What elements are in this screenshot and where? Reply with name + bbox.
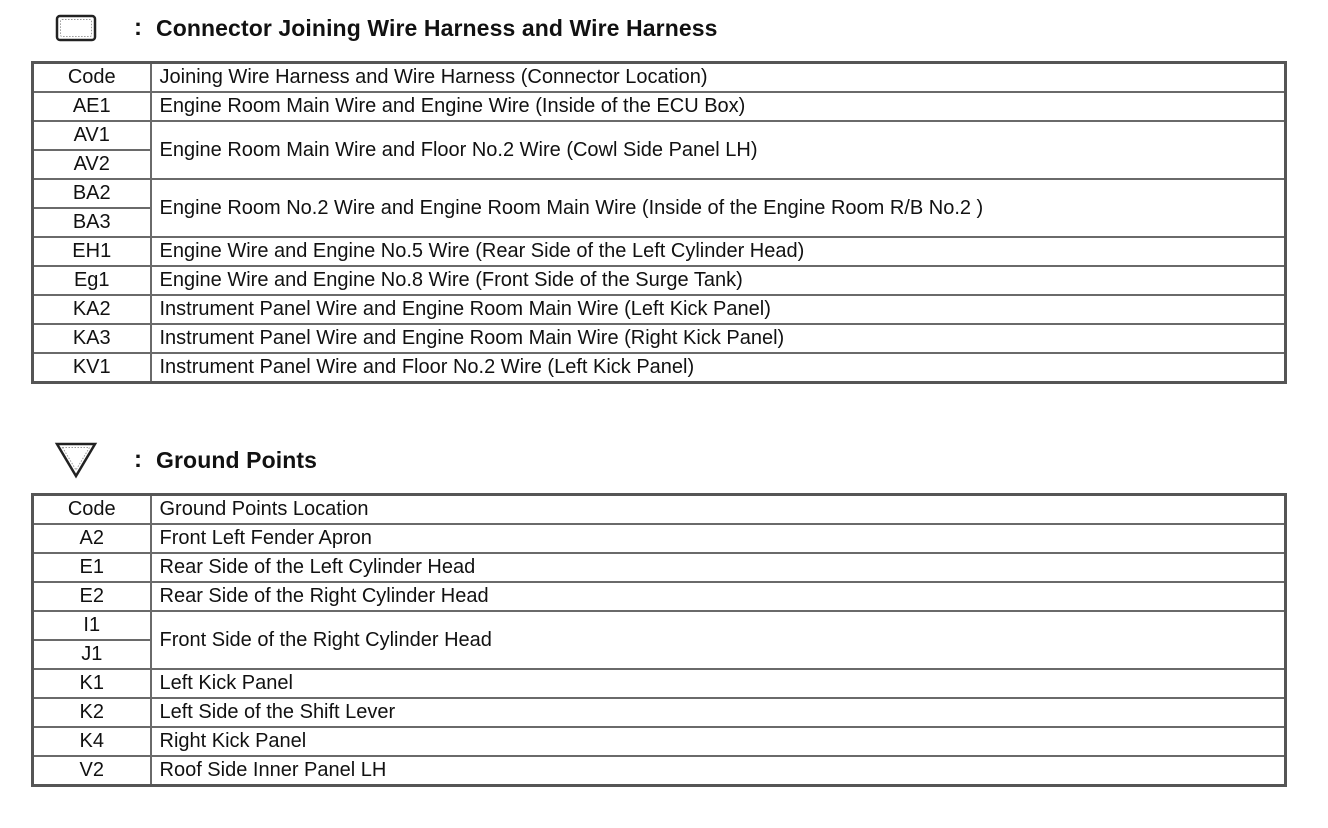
code-cell: I1 <box>33 611 151 640</box>
description-cell: Instrument Panel Wire and Engine Room Main Wire (Left Kick Panel) <box>151 295 1286 324</box>
code-cell: KA3 <box>33 324 151 353</box>
description-cell: Engine Room No.2 Wire and Engine Room Main Wire (Inside of the Engine Room R/B No.2 ) <box>151 179 1286 237</box>
table-row <box>33 237 1286 266</box>
code-cell: KV1 <box>33 353 151 383</box>
table-row <box>33 524 1286 553</box>
ground-table <box>31 493 1287 787</box>
table-row <box>33 582 1286 611</box>
table-row <box>33 92 1286 121</box>
inverted-triangle-symbol-icon <box>54 444 98 476</box>
code-cell: K1 <box>33 669 151 698</box>
description-cell: Front Side of the Right Cylinder Head <box>151 611 1286 669</box>
ground-section-heading <box>54 440 1054 480</box>
table-row <box>33 353 1286 383</box>
code-cell: AE1 <box>33 92 151 121</box>
code-cell: A2 <box>33 524 151 553</box>
description-cell: Right Kick Panel <box>151 727 1286 756</box>
table-row <box>33 179 1286 208</box>
description-header: Ground Points Location <box>151 495 1286 525</box>
connector-section-heading <box>54 8 1054 48</box>
table-row <box>33 121 1286 150</box>
code-header: Code <box>33 63 151 93</box>
ground-colon: : <box>134 446 142 473</box>
table-row <box>33 727 1286 756</box>
rounded-rectangle-symbol-icon <box>54 12 98 44</box>
table-row <box>33 324 1286 353</box>
table-row <box>33 553 1286 582</box>
code-cell: K2 <box>33 698 151 727</box>
description-header: Joining Wire Harness and Wire Harness (Connector Location) <box>151 63 1286 93</box>
description-cell: Instrument Panel Wire and Floor No.2 Wire (Left Kick Panel) <box>151 353 1286 383</box>
code-cell: AV2 <box>33 150 151 179</box>
description-cell: Roof Side Inner Panel LH <box>151 756 1286 786</box>
code-cell: KA2 <box>33 295 151 324</box>
code-cell: BA3 <box>33 208 151 237</box>
table-row <box>33 295 1286 324</box>
connector-colon: : <box>134 14 142 41</box>
code-cell: E1 <box>33 553 151 582</box>
table-row <box>33 756 1286 786</box>
code-header: Code <box>33 495 151 525</box>
code-cell: AV1 <box>33 121 151 150</box>
description-cell: Left Kick Panel <box>151 669 1286 698</box>
table-row <box>33 698 1286 727</box>
description-cell: Engine Room Main Wire and Floor No.2 Wire (Cowl Side Panel LH) <box>151 121 1286 179</box>
description-cell: Left Side of the Shift Lever <box>151 698 1286 727</box>
code-cell: J1 <box>33 640 151 669</box>
code-cell: EH1 <box>33 237 151 266</box>
description-cell: Rear Side of the Right Cylinder Head <box>151 582 1286 611</box>
table-header-row <box>33 495 1286 525</box>
code-cell: E2 <box>33 582 151 611</box>
table-row <box>33 611 1286 640</box>
description-cell: Instrument Panel Wire and Engine Room Main Wire (Right Kick Panel) <box>151 324 1286 353</box>
description-cell: Front Left Fender Apron <box>151 524 1286 553</box>
description-cell: Engine Wire and Engine No.5 Wire (Rear Side of the Left Cylinder Head) <box>151 237 1286 266</box>
description-cell: Engine Wire and Engine No.8 Wire (Front Side of the Surge Tank) <box>151 266 1286 295</box>
code-cell: Eg1 <box>33 266 151 295</box>
table-header-row <box>33 63 1286 93</box>
description-cell: Engine Room Main Wire and Engine Wire (Inside of the ECU Box) <box>151 92 1286 121</box>
table-row <box>33 669 1286 698</box>
code-cell: V2 <box>33 756 151 786</box>
connector-section-title: Connector Joining Wire Harness and Wire Harness <box>156 14 718 41</box>
ground-section-title: Ground Points <box>156 446 318 473</box>
code-cell: K4 <box>33 727 151 756</box>
code-cell: BA2 <box>33 179 151 208</box>
table-row <box>33 266 1286 295</box>
connector-table <box>31 61 1287 384</box>
description-cell: Rear Side of the Left Cylinder Head <box>151 553 1286 582</box>
